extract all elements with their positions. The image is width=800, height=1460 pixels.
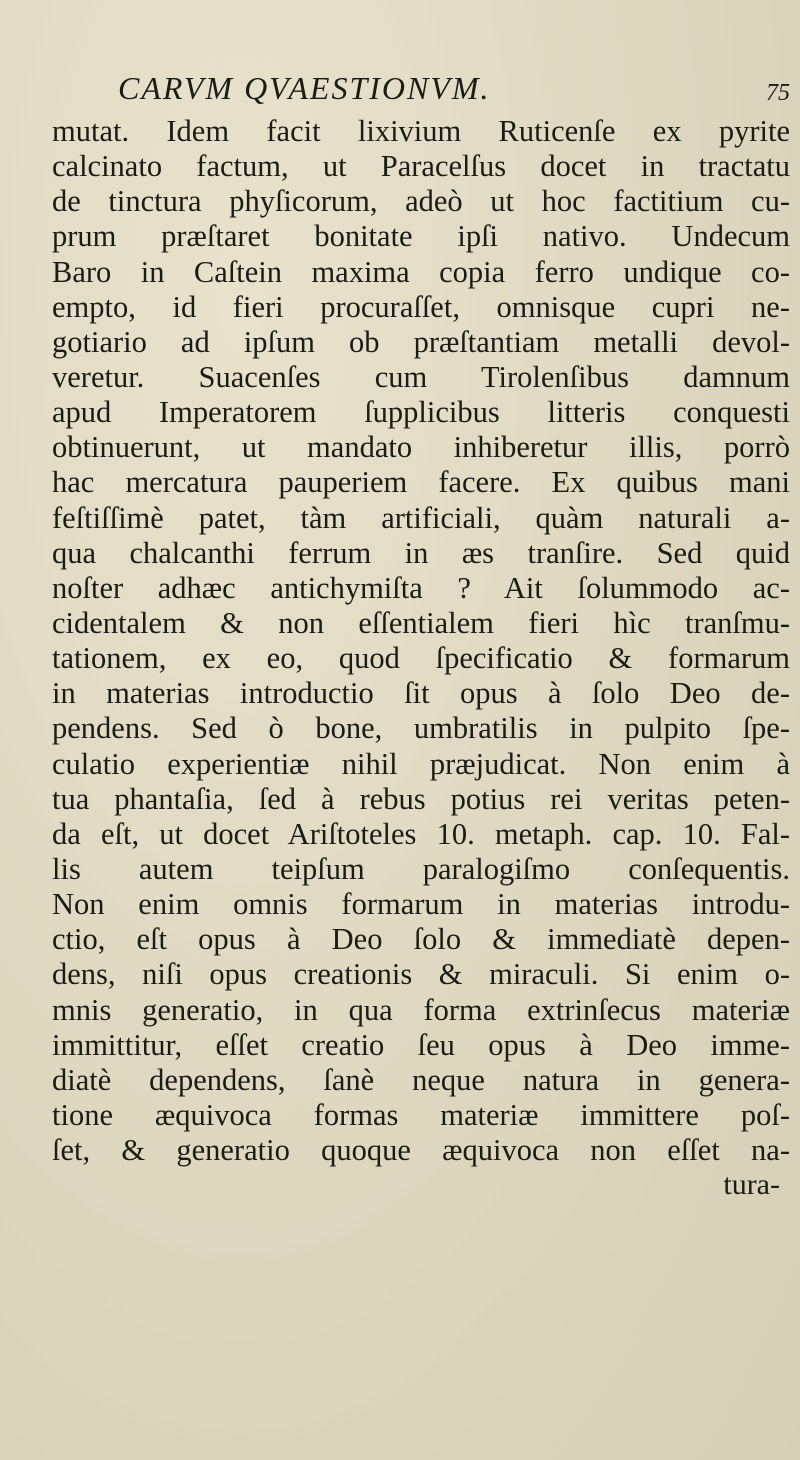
text-line: prum præſtaret bonitate ipſi nativo. Undecum xyxy=(52,219,790,254)
text-line: ſet, & generatio quoque æquivoca non eſſet na- xyxy=(52,1133,790,1168)
book-page xyxy=(52,70,790,1202)
text-line: cidentalem & non eſſentialem fieri hìc tranſmu- xyxy=(52,605,790,640)
page-number: 75 xyxy=(766,80,790,106)
text-line: feſtiſſimè patet, tàm artificiali, quàm naturali a- xyxy=(52,500,790,535)
text-line: lis autem teipſum paralogiſmo conſequentis. xyxy=(52,851,790,886)
text-line: de tinctura phyſicorum, adeò ut hoc factitium cu- xyxy=(52,184,790,219)
text-line: noſter adhæc antichymiſta ? Ait ſolummodo ac- xyxy=(52,570,790,605)
text-line: veretur. Suacenſes cum Tirolenſibus damnum xyxy=(52,359,790,394)
text-line: da eſt, ut docet Ariſtoteles 10. metaph. cap. 10. Fal- xyxy=(52,816,790,851)
text-line: pendens. Sed ò bone, umbratilis in pulpito ſpe- xyxy=(52,711,790,746)
text-line: empto, id fieri procuraſſet, omnisque cupri ne- xyxy=(52,289,790,324)
catchword: tura- xyxy=(723,1168,780,1202)
text-line: tione æquivoca formas materiæ immittere poſ- xyxy=(52,1097,790,1132)
text-line: immittitur, eſſet creatio ſeu opus à Deo imme- xyxy=(52,1027,790,1062)
text-line: qua chalcanthi ferrum in æs tranſire. Sed quid xyxy=(52,535,790,570)
text-line: tationem, ex eo, quod ſpecificatio & formarum xyxy=(52,641,790,676)
running-header xyxy=(52,70,790,110)
text-line: obtinuerunt, ut mandato inhiberetur illis, porrò xyxy=(52,430,790,465)
text-line: gotiario ad ipſum ob præſtantiam metalli devol- xyxy=(52,324,790,359)
text-line: calcinato factum, ut Paracelſus docet in tractatu xyxy=(52,149,790,184)
text-line: mutat. Idem facit lixivium Ruticenſe ex pyrite xyxy=(52,114,790,148)
running-title: CARVM QVAESTIONVM. xyxy=(118,70,491,106)
text-line: dens, niſi opus creationis & miraculi. Si enim o- xyxy=(52,957,790,992)
text-line: Baro in Caſtein maxima copia ferro undique co- xyxy=(52,254,790,289)
text-line: apud Imperatorem ſupplicibus litteris conquesti xyxy=(52,395,790,430)
text-line: mnis generatio, in qua forma extrinſecus materiæ xyxy=(52,992,790,1027)
text-line: Non enim omnis formarum in materias introdu- xyxy=(52,887,790,922)
text-line: in materias introductio ſit opus à ſolo Deo de- xyxy=(52,676,790,711)
text-line: culatio experientiæ nihil præjudicat. Non enim à xyxy=(52,746,790,781)
text-line: ctio, eſt opus à Deo ſolo & immediatè depen- xyxy=(52,922,790,957)
text-line: diatè dependens, ſanè neque natura in genera- xyxy=(52,1062,790,1097)
text-line: tua phantaſia, ſed à rebus potius rei veritas peten- xyxy=(52,781,790,816)
body-text xyxy=(52,114,790,1168)
text-line: hac mercatura pauperiem facere. Ex quibus mani xyxy=(52,465,790,500)
